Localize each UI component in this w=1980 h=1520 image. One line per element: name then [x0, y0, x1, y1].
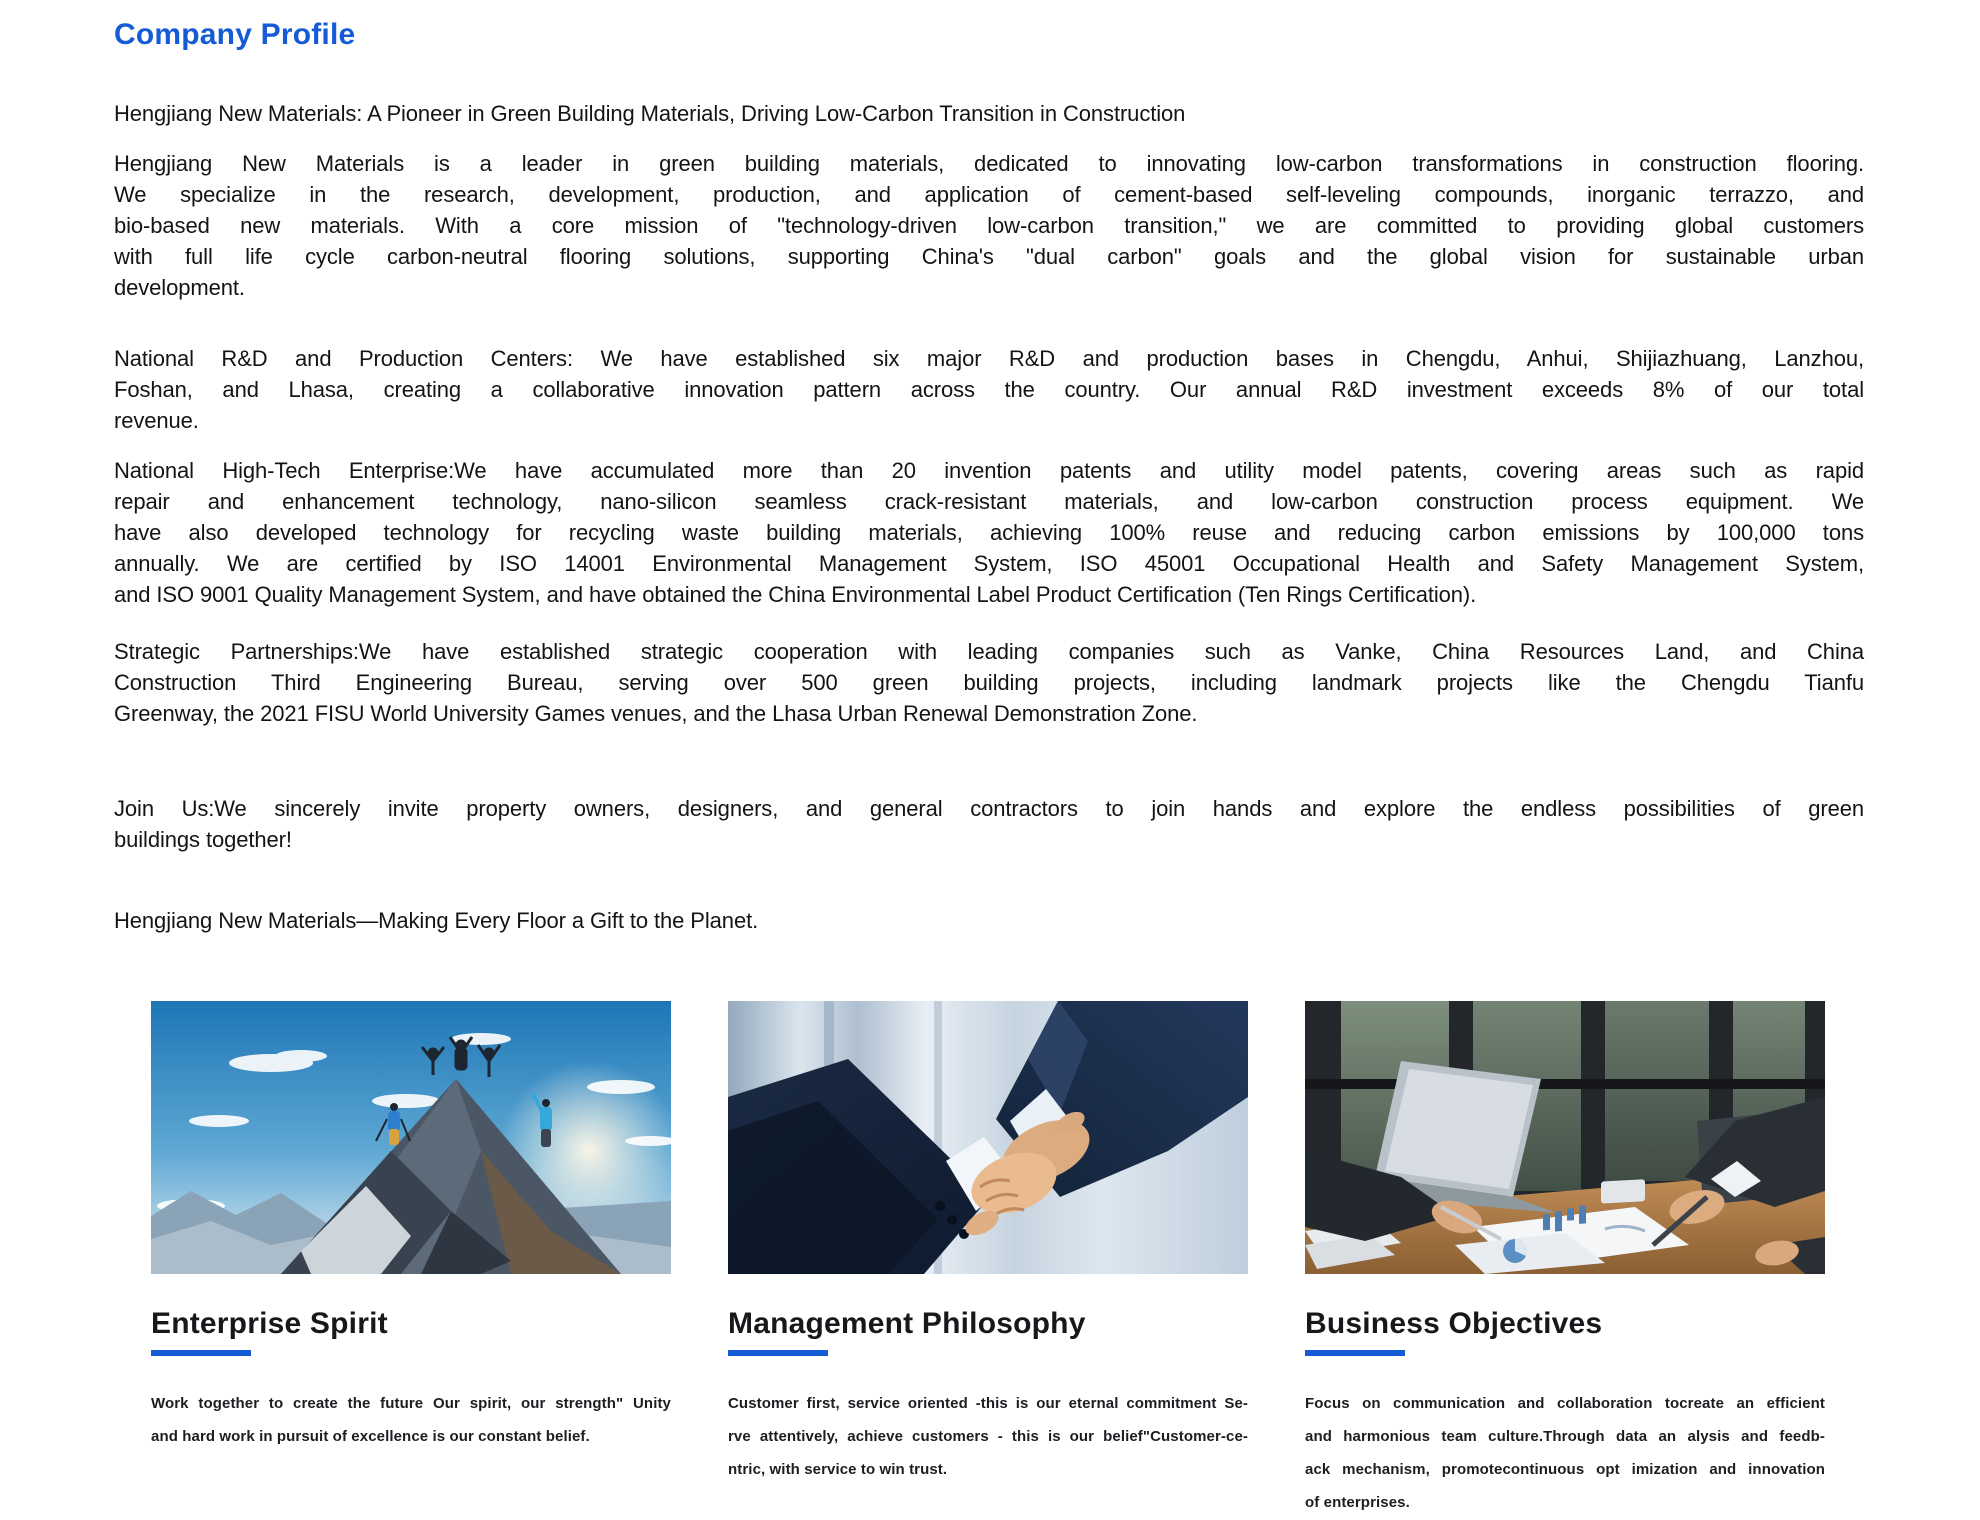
paragraph	[114, 455, 1864, 610]
paragraph-line: National High-Tech Enterprise:We have accumulated more than 20 invention patents and utility model patents, covering areas such as rapid	[114, 458, 1864, 483]
paragraph-line: repair and enhancement technology, nano-silicon seamless crack-resistant materials, and low-carbon construction process equipment. We	[114, 489, 1864, 514]
column-description	[728, 1387, 1248, 1486]
paragraph-line: and ISO 9001 Quality Management System, and have obtained the China Environmental Label Product Certification (Ten Rings Certification).	[114, 582, 1477, 607]
column-heading: Management Philosophy	[728, 1307, 1086, 1340]
paragraph-line: have also developed technology for recycling waste building materials, achieving 100% reuse and reducing carbon emissions by 100,000 tons	[114, 520, 1864, 545]
paragraph-line: National R&D and Production Centers: We have established six major R&D and production bases in Chengdu, Anhui, Shijiazhuang, Lanzhou,	[114, 346, 1864, 371]
handshake-photo	[728, 1001, 1248, 1274]
column-heading: Business Objectives	[1305, 1307, 1603, 1340]
description-line: and hard work in pursuit of excellence is our constant belief.	[151, 1428, 590, 1445]
paragraph-line: Construction Third Engineering Bureau, serving over 500 green building projects, including landmark projects like the Chengdu Tianfu	[114, 670, 1864, 695]
mountain-team-photo	[151, 1001, 671, 1274]
description-line: Customer first, service oriented -this is our eternal commitment Se-	[728, 1395, 1248, 1412]
paragraph-line: Hengjiang New Materials is a leader in green building materials, dedicated to innovating low-carbon transformations in construction flooring.	[114, 151, 1864, 176]
paragraph-line: Strategic Partnerships:We have established strategic cooperation with leading companies such as Vanke, China Resources Land, and China	[114, 639, 1864, 664]
paragraph-line: bio-based new materials. With a core mission of "technology-driven low-carbon transition," we are committed to providing global customers	[114, 213, 1864, 238]
description-line: and harmonious team culture.Through data an alysis and feedb-	[1305, 1428, 1825, 1445]
heading-underline-bar	[151, 1350, 251, 1356]
column-description	[1305, 1387, 1825, 1519]
paragraph	[114, 905, 1864, 936]
paragraph	[114, 793, 1864, 855]
heading-underline-bar	[1305, 1350, 1405, 1356]
business-meeting-photo	[1305, 1001, 1825, 1274]
description-line: ack mechanism, promotecontinuous opt imization and innovation	[1305, 1461, 1825, 1478]
paragraph	[114, 636, 1864, 729]
paragraph-line: development.	[114, 275, 245, 300]
paragraph-line: Hengjiang New Materials—Making Every Floor a Gift to the Planet.	[114, 908, 759, 933]
feature-column	[151, 1001, 671, 1519]
paragraph	[114, 343, 1864, 436]
paragraph	[114, 98, 1864, 129]
heading-underline-bar	[728, 1350, 828, 1356]
paragraph-line: revenue.	[114, 408, 199, 433]
description-line: ntric, with service to win trust.	[728, 1461, 948, 1478]
paragraph-line: We specialize in the research, development, production, and application of cement-based self-leveling compounds, inorganic terrazzo, and	[114, 182, 1864, 207]
paragraph-line: Hengjiang New Materials: A Pioneer in Green Building Materials, Driving Low-Carbon Transition in Construction	[114, 101, 1186, 126]
paragraph-line: Join Us:We sincerely invite property owners, designers, and general contractors to join hands and explore the endless possibilities of green	[114, 796, 1864, 821]
description-line: Work together to create the future Our spirit, our strength" Unity	[151, 1395, 671, 1412]
column-description	[151, 1387, 671, 1453]
paragraph-line: with full life cycle carbon-neutral flooring solutions, supporting China's "dual carbon" goals and the global vision for sustainable urban	[114, 244, 1864, 269]
page-title: Company Profile	[114, 18, 356, 51]
description-line: rve attentively, achieve customers - this is our belief"Customer-ce-	[728, 1428, 1248, 1445]
feature-column	[1305, 1001, 1825, 1519]
paragraph-line: Greenway, the 2021 FISU World University Games venues, and the Lhasa Urban Renewal Demonstration Zone.	[114, 701, 1198, 726]
column-heading: Enterprise Spirit	[151, 1307, 388, 1340]
paragraph-line: Foshan, and Lhasa, creating a collaborative innovation pattern across the country. Our annual R&D investment exceeds 8% of our total	[114, 377, 1864, 402]
description-line: Focus on communication and collaboration tocreate an efficient	[1305, 1395, 1825, 1412]
description-line: of enterprises.	[1305, 1494, 1410, 1511]
paragraph-line: annually. We are certified by ISO 14001 Environmental Management System, ISO 45001 Occupational Health and Safety Management System,	[114, 551, 1864, 576]
feature-column	[728, 1001, 1248, 1519]
paragraph-line: buildings together!	[114, 827, 292, 852]
feature-columns	[151, 1001, 1825, 1519]
paragraph	[114, 148, 1864, 303]
